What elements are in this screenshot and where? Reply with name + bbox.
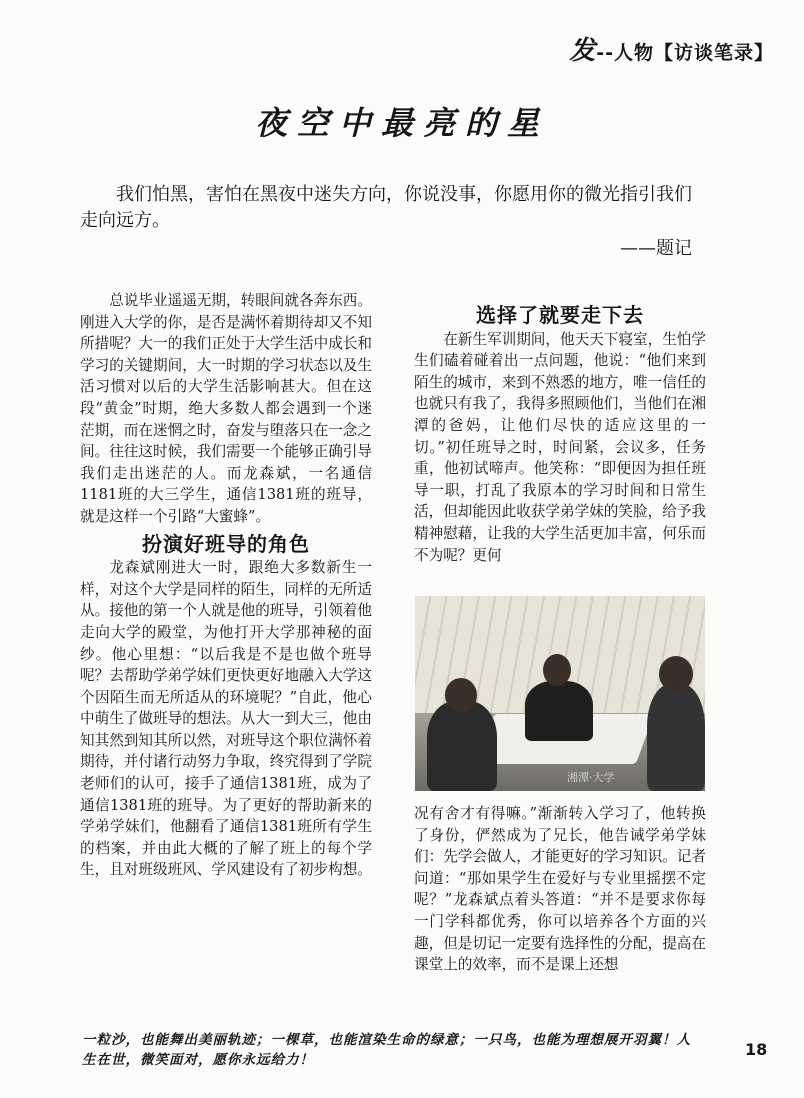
photo-person-right bbox=[647, 684, 705, 791]
section-heading-choice: 选择了就要走下去 bbox=[476, 303, 644, 327]
footer-motto: 一粒沙，也能舞出美丽轨迹；一棵草，也能渲染生命的绿意；一只鸟，也能为理想展开羽翼！人生在世，微笑面对，愿你永远给力！ bbox=[82, 1032, 691, 1068]
section-header bbox=[569, 30, 774, 67]
header-emblem: 发 bbox=[569, 36, 597, 66]
page-number: 18 bbox=[745, 1040, 768, 1059]
photo-person-center bbox=[525, 681, 593, 741]
photo-person-left bbox=[427, 701, 497, 791]
role-paragraph: 龙森斌刚进大一时，跟绝大多数新生一样，对这个大学是同样的陌生，同样的无所适从。接他的第一个人就是他的班导，引领着他走向大学的殿堂，为他打开大学那神秘的面纱。他心里想：“以后我是不是也做个班导呢？去帮助学弟学妹们更快更好地融入大学这个因陌生而无所适从的环境呢？”自此，他心中萌生了做班导的想法。从大一到大三，他由知其然到知其所以然，对班导这个职位满怀着期待，并付诸行动努力争取，终究得到了学院老师们的认可，接手了通信1381班，成为了通信1381班的班导。为了更好的帮助新来的学弟学妹们，他翻看了通信1381班所有学生的档案，并由此大概的了解了班上的每个学生，且对班级班风、学风建设有了初步构想。 bbox=[80, 559, 372, 879]
right-column-continued bbox=[414, 803, 706, 976]
photo-head-right bbox=[659, 656, 693, 692]
intro-paragraph: 总说毕业遥遥无期，转眼间就各奔东西。刚进入大学的你，是否是满怀着期待却又不知所措呢？大一的我们正处于大学生活中成长和学习的关键期间，大一时期的学习状态以及生活习惯对以后的大学生活影响甚大。但在这段“黄金”时期，绝大多数人都会遇到一个迷茫期，而在迷惘之时，奋发与堕落只在一念之间。往往这时候，我们需要一个能够正确引导我们走出迷茫的人。而龙森斌，一名通信1181班的大三学生，通信1381班的班导，就是这样一个引路“大蜜蜂”。 bbox=[80, 292, 372, 525]
choice-paragraph-bottom: 况有舍才有得嘛。”渐渐转入学习了，他转换了身份，俨然成为了兄长，他告诫学弟学妹们：先学会做人，才能更好的学习知识。记者问道：“那如果学生在爱好与专业里摇摆不定呢？”龙森斌点着头答道：“并不是要求你每一门学科都优秀，你可以培养各个方面的兴趣，但是切记一定要有选择性的分配，提高在课堂上的效率，而不是课上还想 bbox=[414, 805, 706, 974]
photo-head-center bbox=[543, 654, 571, 686]
epigraph: 我们怕黑，害怕在黑夜中迷失方向，你说没事，你愿用你的微光指引我们走向远方。 bbox=[80, 184, 692, 231]
right-column bbox=[414, 305, 706, 566]
left-column bbox=[80, 290, 372, 881]
photo-watermark: 湘潭·大学 bbox=[567, 771, 615, 784]
header-label: --人物【访谈笔录】 bbox=[596, 42, 774, 64]
epigraph-signature: ——题记 bbox=[620, 238, 692, 259]
interview-photo bbox=[415, 596, 705, 791]
article-title: 夜空中最亮的星 bbox=[254, 104, 549, 142]
choice-paragraph-top: 在新生军训期间，他天天下寝室，生怕学生们磕着碰着出一点问题，他说：“他们来到陌生的城市，来到不熟悉的地方，唯一信任的也就只有我了，我得多照顾他们，当他们在湘潭的爸妈，让他们尽快的适应这里的一切。”初任班导之时，时间紧，会议多，任务重，他初试啼声。他笑称：“即便因为担任班导一职，打乱了我原本的学习时间和日常生活，但却能因此收获学弟学妹的笑脸，给予我精神慰藉，让我的大学生活更加丰富，何乐而不为呢？更何 bbox=[414, 330, 706, 564]
photo-head-left bbox=[445, 678, 477, 712]
section-heading-role: 扮演好班导的角色 bbox=[142, 531, 310, 556]
